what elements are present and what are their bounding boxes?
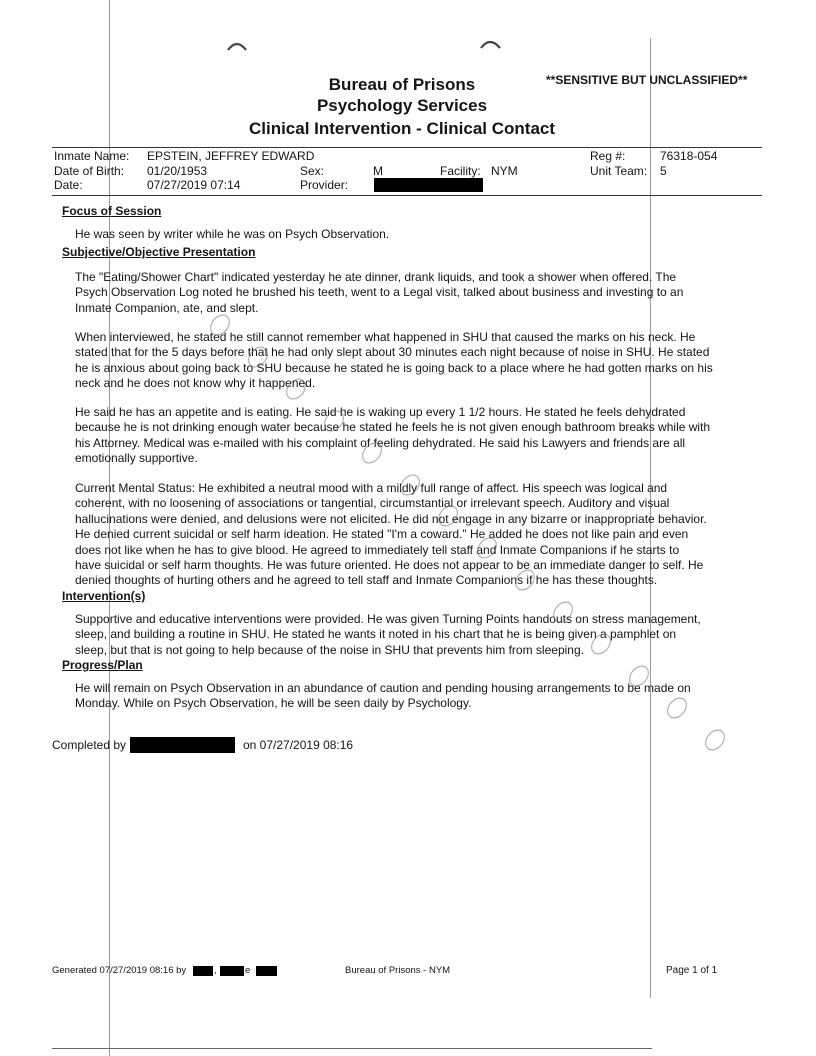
text-line: stated that for the 5 days before that he had only slept about 30 minutes each night because of noise in SHU. He stated: [75, 345, 710, 360]
presentation-heading: Subjective/Objective Presentation: [62, 245, 256, 259]
presentation-paragraph-appetite: [75, 405, 710, 467]
footer-separator: ,: [214, 965, 217, 976]
footer-location: Bureau of Prisons - NYM: [345, 965, 451, 976]
date-label: Date:: [54, 178, 83, 192]
page-number: Page 1 of 1: [666, 965, 718, 976]
unit-team-value: 5: [660, 164, 667, 178]
text-line: does not like when he has to give blood. He agreed to immediately tell staff and Inmate Companions if he starts to: [75, 542, 680, 557]
info-bottom-rule: [52, 195, 762, 196]
text-line: Current Mental Status: He exhibited a neutral mood with a mildly full range of affect. His speech was logical and: [75, 481, 668, 495]
info-top-rule: [52, 147, 762, 148]
hole-punch-mark: [228, 44, 246, 50]
text-line: He said he has an appetite and is eating. He said he is waking up every 1 1/2 hours. He stated he feels dehydrated: [75, 405, 686, 419]
text-line: Supportive and educative interventions were provided. He was given Turning Points handouts on stress management,: [75, 612, 701, 626]
classification-marking: **SENSITIVE BUT UNCLASSIFIED**: [546, 73, 748, 87]
text-line: When interviewed, he stated he still cannot remember what happened in SHU that caused the marks on his neck. He: [75, 330, 696, 344]
facility-label: Facility:: [440, 164, 481, 178]
interventions-heading: Intervention(s): [62, 589, 146, 603]
dob-value: 01/20/1953: [147, 164, 208, 178]
completed-by-label: Completed by: [52, 738, 127, 752]
facility-value: NYM: [491, 164, 518, 178]
text-line: denied thoughts of hurting others and he agreed to tell staff and Inmate Companions if he has these thoughts.: [75, 573, 658, 588]
footer-redaction-box: [220, 966, 244, 976]
reg-number-label: Reg #:: [590, 149, 626, 163]
footer-redaction-box: [193, 966, 213, 976]
presentation-paragraph-interview: [75, 330, 713, 392]
text-line: because he is not drinking enough water because he stated he feels he is not given enough bathroom breaks while with: [75, 420, 711, 435]
text-line: Psych Observation Log noted he brushed his teeth, went to a Legal visit, talked about business and investing to an: [75, 285, 684, 300]
progress-plan-text: [75, 681, 691, 712]
focus-of-session-text: [75, 227, 389, 242]
text-line: sleep, and building a routine in SHU. He stated he wants it noted in his chart that he is being given a pamphlet on: [75, 627, 677, 642]
presentation-paragraph-observation-log: [75, 270, 683, 316]
focus-of-session-heading: Focus of Session: [62, 204, 162, 218]
presentation-paragraph-mental-status: [75, 481, 707, 589]
provider-label: Provider:: [300, 178, 349, 192]
sex-label: Sex:: [300, 164, 325, 178]
interventions-text: [75, 612, 701, 658]
text-line: he is anxious about going back to SHU because he stated he is going back to a place where he had gotten marks on his: [75, 360, 713, 375]
completed-timestamp: on 07/27/2019 08:16: [243, 738, 354, 752]
date-value: 07/27/2019 07:14: [147, 178, 241, 192]
text-line: He will remain on Psych Observation in an abundance of caution and pending housing arrangements to be made on: [75, 681, 691, 695]
scan-bottom-line: [52, 1048, 652, 1049]
text-line: He denied current suicidal or self harm ideation. He stated "I'm a coward." He added he does not like pain and even: [75, 527, 689, 542]
text-line: hallucinations were denied, and delusions were not elicited. He did not engage in any bizarre or inappropriate behavior.: [75, 511, 707, 526]
inmate-name-value: EPSTEIN, JEFFREY EDWARD: [147, 149, 315, 163]
footer-fragment: e: [245, 965, 251, 976]
completed-by-redaction-box: [130, 737, 235, 753]
footer-redaction-box: [256, 966, 277, 976]
reg-number-value: 76318-054: [660, 149, 718, 163]
department-title: Psychology Services: [316, 96, 488, 115]
text-line: Monday. While on Psych Observation, he will be seen daily by Psychology.: [75, 696, 472, 711]
inmate-name-label: Inmate Name:: [54, 149, 130, 163]
text-line: Inmate Companion, ate, and slept.: [75, 300, 259, 315]
dob-label: Date of Birth:: [54, 164, 125, 178]
text-line: emotionally supportive.: [75, 451, 198, 466]
text-line: The "Eating/Shower Chart" indicated yesterday he ate dinner, drank liquids, and took a shower when offered. The: [75, 270, 677, 284]
text-line: He was seen by writer while he was on Psych Observation.: [75, 227, 390, 241]
agency-title: Bureau of Prisons: [328, 75, 476, 94]
progress-plan-heading: Progress/Plan: [62, 658, 143, 672]
generated-by-text: Generated 07/27/2019 08:16 by: [52, 965, 187, 976]
text-line: his Attorney. Medical was e-mailed with his complaint of feeling dehydrated. He said his Lawyers and friends are all: [75, 435, 686, 450]
unit-team-label: Unit Team:: [590, 164, 648, 178]
sex-value: M: [373, 164, 383, 178]
form-title: Clinical Intervention - Clinical Contact: [248, 119, 556, 138]
hole-punch-mark: [481, 42, 500, 48]
text-line: coherent, with no loosening of associations or tangential, circumstantial or irrelevant speech. Auditory and visual: [75, 496, 670, 511]
text-line: have suicidal or self harm thoughts. He was future oriented. He does not appear to be an immediate danger to self. He: [75, 558, 704, 573]
provider-redaction-box: [374, 178, 483, 192]
text-line: neck and he does not know why it happened.: [75, 376, 316, 391]
text-line: sleep, but that is not going to help because of the noise in SHU that prevents him from sleeping.: [75, 642, 584, 657]
